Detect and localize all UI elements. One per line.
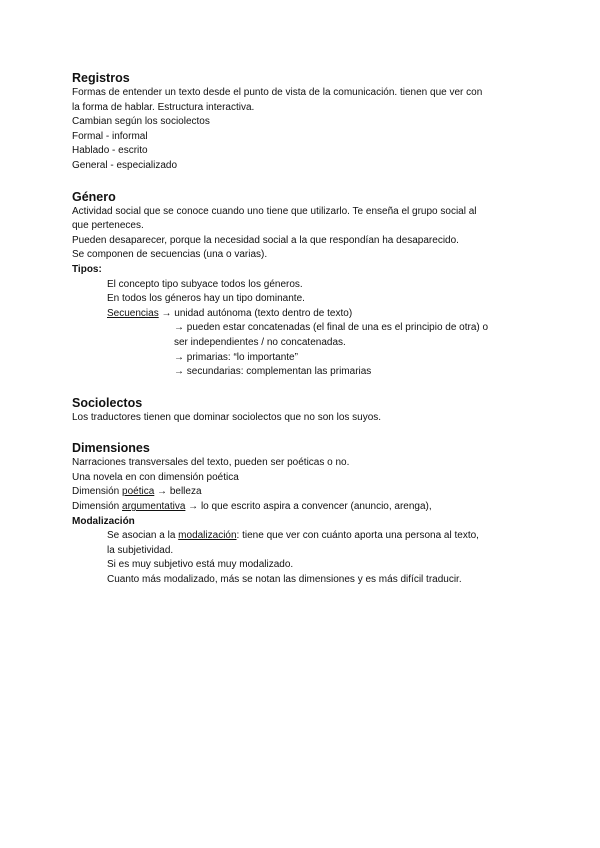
- text-line: que perteneces.: [72, 220, 144, 232]
- argumentativa-prefix: Dimensión: [72, 501, 123, 513]
- secuencias-line: [72, 307, 542, 322]
- tipos-label: Tipos:: [72, 263, 102, 275]
- poetica-term: poética: [122, 486, 155, 498]
- section-genero: [72, 189, 542, 380]
- section-registros: [72, 70, 542, 174]
- text-line: Formal - informal: [72, 130, 148, 142]
- heading-genero: Género: [72, 189, 116, 204]
- heading-registros: Registros: [72, 71, 130, 85]
- text-line: la forma de hablar. Estructura interactiva.: [72, 101, 255, 113]
- text-line: la subjetividad.: [107, 544, 174, 556]
- argumentativa-line: [72, 500, 542, 515]
- argumentativa-rest: → lo que escrito aspira a convencer (anuncio, arenga),: [185, 501, 432, 513]
- heading-sociolectos: Sociolectos: [72, 395, 143, 410]
- poetica-rest: → belleza: [154, 486, 202, 498]
- text-line: El concepto tipo subyace todos los géneros.: [107, 278, 303, 290]
- text-line: En todos los géneros hay un tipo dominante.: [107, 293, 305, 305]
- document-page: [72, 70, 542, 588]
- text-line: Cuanto más modalizado, más se notan las dimensiones y es más difícil traducir.: [107, 574, 462, 586]
- text-line: ser independientes / no concatenadas.: [174, 336, 346, 348]
- text-line: Formas de entender un texto desde el punto de vista de la comunicación. tienen que ver con: [72, 87, 483, 98]
- text-line: General - especializado: [72, 159, 178, 171]
- secuencias-term: Secuencias: [107, 307, 159, 319]
- text-line: Se componen de secuencias (una o varias).: [72, 249, 268, 261]
- text-line: → pueden estar concatenadas (el final de una es el principio de otra) o: [174, 322, 489, 334]
- text-line: Actividad social que se conoce cuando uno tiene que utilizarlo. Te enseña el grupo social al: [72, 205, 477, 217]
- mod-rest: : tiene que ver con cuánto aporta una persona al texto,: [236, 530, 479, 542]
- text-line: Hablado - escrito: [72, 145, 148, 157]
- text-line: → secundarias: complementan las primarias: [174, 366, 372, 378]
- mod-term: modalización: [178, 530, 237, 542]
- section-sociolectos: [72, 395, 542, 426]
- heading-dimensiones: Dimensiones: [72, 441, 150, 456]
- text-line: Cambian según los sociolectos: [72, 116, 210, 128]
- text-line: Una novela en con dimensión poética: [72, 471, 239, 483]
- secuencias-rest: → unidad autónoma (texto dentro de texto): [158, 307, 353, 319]
- text-line: Narraciones transversales del texto, pueden ser poéticas o no.: [72, 457, 350, 469]
- text-line: Los traductores tienen que dominar sociolectos que no son los suyos.: [72, 411, 382, 423]
- mod-prefix: Se asocian a la: [107, 530, 179, 542]
- modalizacion-line: [72, 529, 542, 544]
- poetica-line: [72, 485, 542, 500]
- text-line: Pueden desaparecer, porque la necesidad social a la que respondían ha desaparecido.: [72, 234, 459, 246]
- argumentativa-term: argumentativa: [122, 501, 186, 513]
- text-line: Si es muy subjetivo está muy modalizado.: [107, 559, 294, 571]
- section-dimensiones: [72, 440, 542, 587]
- text-line: → primarias: “lo importante”: [174, 351, 298, 363]
- poetica-prefix: Dimensión: [72, 486, 123, 498]
- modalizacion-label: Modalización: [72, 515, 135, 527]
